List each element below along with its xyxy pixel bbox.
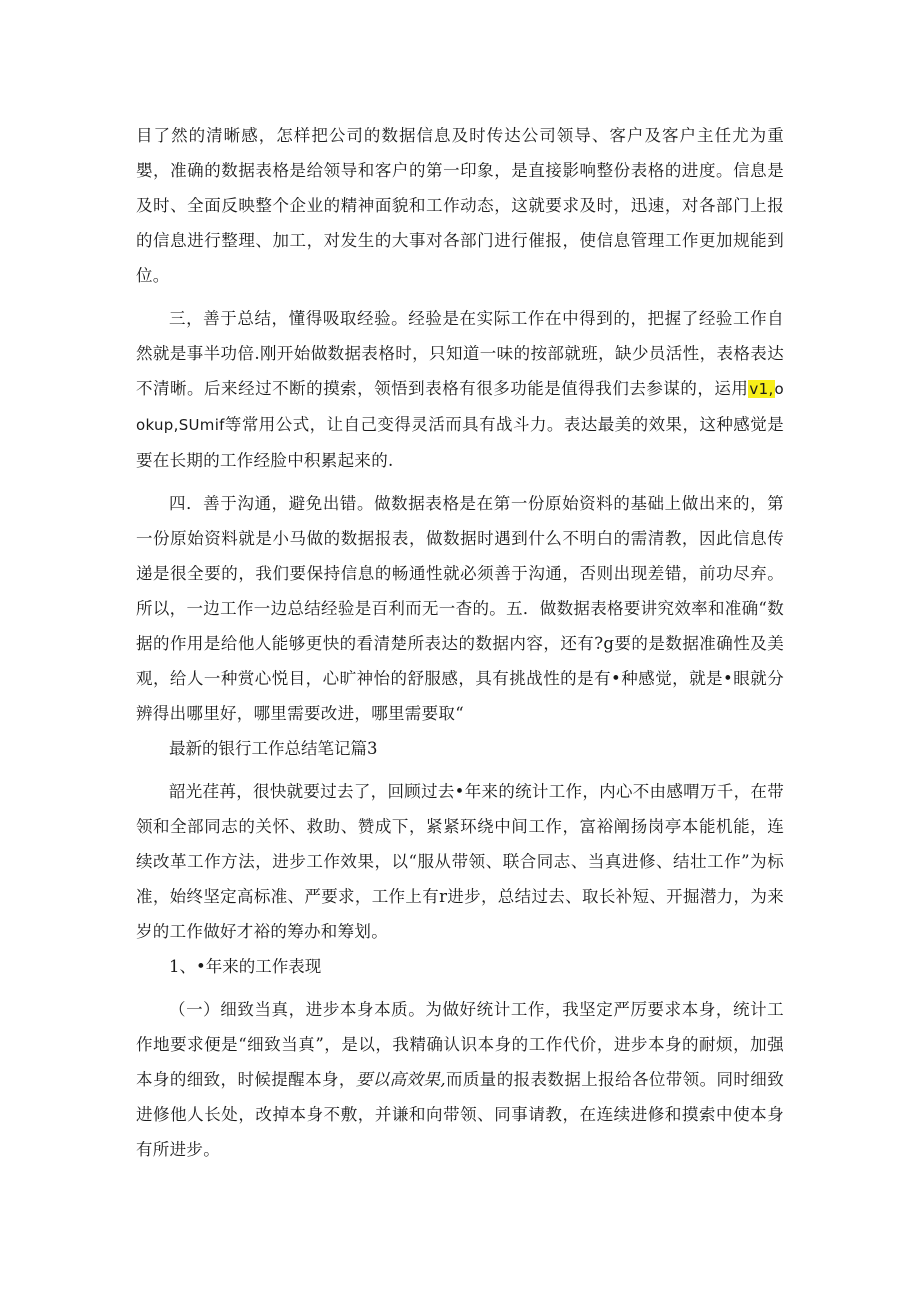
paragraph-2-text-c: 等常用公式，让自己变得灵活而具有战斗力。表达最美的效果，这种感觉是要在长期的工作经脸中积累起来的. (136, 415, 784, 470)
highlighted-text: v1, (749, 380, 774, 398)
paragraph-5-text-a: （一）细致当真，进步本身本质。为做好统计工作，我坚定严厉要求本身，统计工作地要求便是“细致当真”，是以，我精确认识本身的工作代价，进步本身的耐烦，加强本身的细致，时候提醒本身， (136, 1000, 784, 1089)
italic-text: 要以高效果, (355, 1070, 446, 1089)
paragraph-3: 四．善于沟通，避免出错。做数据表格是在第一份原始资料的基础上做出来的，第一份原始资料就是小马做的数据报表，做数据时遇到什么不明白的需清教，因此信息传递是很全要的，我们要保持信息的畅通性就必须善于沟通，否则出现差错，前功尽弃。所以，一边工作一边总结经验是百利而无一杳的。五．做数据表格要讲究效率和准确“数据的作用是给他人能够更快的看清楚所表达的数据内容，还有?g要的是数据准确性及美观，给人一种赏心悦目，心旷神怡的舒服感，具有挑战性的是有•种感觉，就是•眼就分辨得出哪里好，哪里需要改进，哪里需要取“ (136, 494, 784, 723)
formula-text: ookup,SUmif (136, 380, 784, 434)
section-heading-3: 最新的银行工作总结笔记篇3 (169, 739, 378, 758)
paragraph-5 (136, 992, 784, 1167)
paragraph-1: 目了然的清晰感，怎样把公司的数据信息及时传达公司领导、客户及客户主任尤为重嬰，准确的数据表格是给领导和客户的第一印象，是直接影响整份表格的进度。信息是及时、全面反映整个企业的精神面貌和工作动态，这就要求及时，迅速，对各部门上报的信息进行整理、加工，对发生的大事对各部门进行催报，使信息管理工作更加规能到位。 (136, 126, 784, 285)
document-page (136, 118, 784, 1167)
sub-heading-1: 1、•年来的工作表现 (169, 957, 322, 976)
paragraph-4: 韶光荏苒，很快就要过去了，回顾过去•年来的统计工作，内心不由感喟万千，在带领和全部同志的关怀、救助、赞成下，紧紧环绕中间工作，富裕阐扬岗亭本能机能，连续改革工作方法，进步工作效果，以“服从带领、联合同志、当真进修、结壮工作”为标准，始终坚定高标准、严要求，工作上有r进步，总结过去、取长补短、开掘潜力，为来岁的工作做好才裕的筹办和筹划。 (136, 782, 784, 941)
paragraph-2-text-a: 三，善于总结，懂得吸取经验。经验是在实际工作在中得到的，把握了经验工作自然就是事半功倍.刚开始做数据表格时，只知道一味的按部就班，缺少员活性，表格表达不清晰。后来经过不断的摸索，领悟到表格有很多功能是值得我们去参谋的，运用 (136, 309, 784, 398)
paragraph-5-text-b: 而质量的报表数据上报给各位带领。同时细致进修他人长处，改掉本身不敷，并谦和向带领、同事请教，在连续进修和摸索中使本身有所进步。 (136, 1070, 785, 1159)
paragraph-2 (136, 301, 784, 478)
